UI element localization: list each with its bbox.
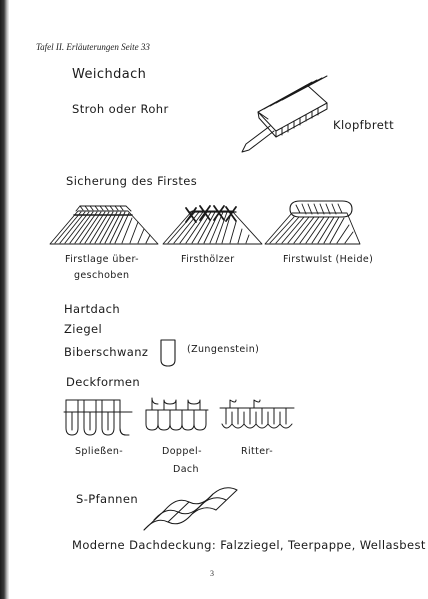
spliessendach-illustration	[64, 400, 132, 435]
label-spliessen: Spließen-	[75, 446, 124, 457]
label-dach: Dach	[173, 464, 199, 475]
firstlage-illustration	[50, 206, 158, 244]
label-ziegel: Ziegel	[64, 322, 103, 336]
label-firstlage-line2: geschoben	[74, 270, 130, 281]
s-pfannen-illustration	[144, 488, 237, 530]
label-ritter: Ritter-	[241, 446, 274, 457]
label-biberschwanz: Biberschwanz	[64, 345, 149, 359]
biberschwanz-tile-icon	[161, 340, 175, 366]
label-firstwulst: Firstwulst (Heide)	[283, 254, 374, 265]
page-number: 3	[210, 569, 214, 578]
label-firstlage-line1: Firstlage über-	[65, 254, 139, 265]
section-title-weichdach: Weichdach	[72, 67, 147, 82]
klopfbrett-illustration	[242, 76, 327, 152]
label-firsthoelzer: Firsthölzer	[181, 254, 235, 265]
label-moderne-dachdeckung: Moderne Dachdeckung: Falzziegel, Teerpappe, Wellasbest	[72, 538, 426, 552]
firstwulst-illustration	[265, 201, 360, 244]
doppeldach-illustration	[146, 398, 208, 430]
label-klopfbrett: Klopfbrett	[333, 118, 394, 132]
ritterdach-illustration	[220, 400, 294, 428]
label-zungenstein: (Zungenstein)	[187, 344, 260, 355]
firsthoelzer-illustration	[163, 206, 262, 244]
label-stroh-oder-rohr: Stroh oder Rohr	[72, 102, 169, 116]
section-title-deckformen: Deckformen	[66, 375, 141, 389]
label-s-pfannen: S-Pfannen	[76, 492, 139, 506]
section-title-sicherung-des-firstes: Sicherung des Firstes	[66, 174, 198, 188]
label-doppel: Doppel-	[162, 446, 202, 457]
plate-caption: Tafel II. Erläuterungen Seite 33	[36, 42, 150, 52]
section-title-hartdach: Hartdach	[64, 302, 121, 316]
